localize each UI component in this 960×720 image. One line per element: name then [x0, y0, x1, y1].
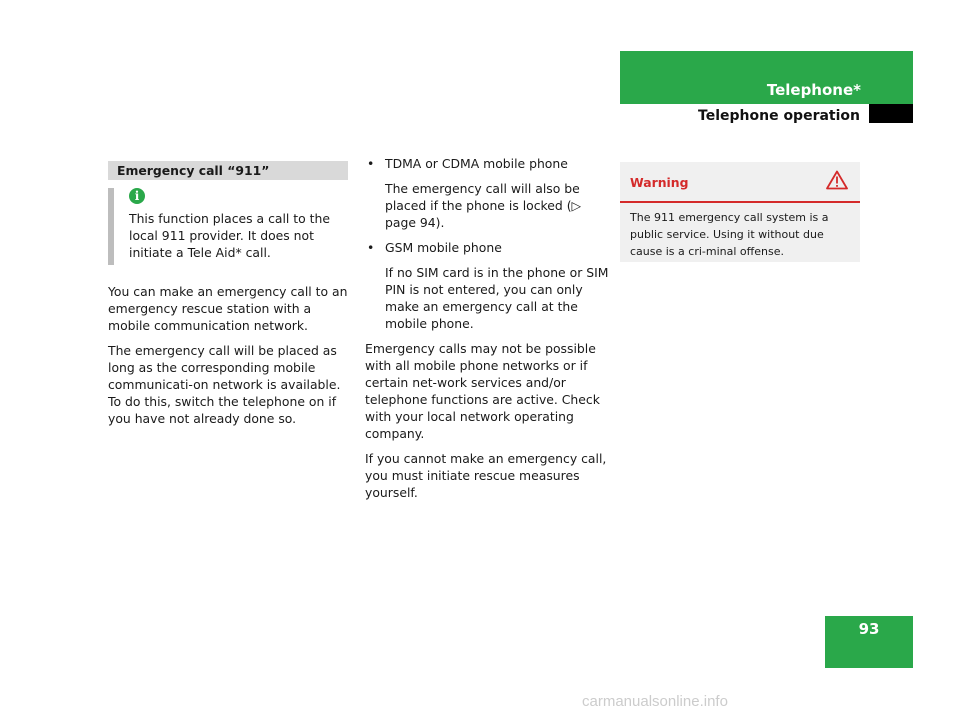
bullet-dot: •	[367, 156, 375, 171]
paragraph: If you cannot make an emergency call, you must initiate rescue measures yourself.	[365, 451, 607, 500]
column-left	[108, 161, 348, 435]
footer-watermark: carmanualsonline.info	[582, 693, 728, 710]
info-note	[108, 188, 348, 265]
warning-label: Warning	[630, 175, 689, 190]
bullet-description: The emergency call will also be placed if the phone is locked (▷ page 94).	[385, 181, 582, 230]
page-number: 93	[858, 620, 880, 638]
section-title: Telephone operation	[698, 108, 860, 124]
bullet-dot: •	[367, 240, 375, 255]
column-left-body	[108, 283, 348, 427]
bullet-label: GSM mobile phone	[385, 240, 502, 255]
info-text: This function places a call to the local 911 provider. It does not initiate a Tele Aid* call.	[129, 211, 331, 260]
warning-triangle-icon	[826, 170, 848, 190]
info-icon: i	[129, 188, 145, 204]
bullet-label: TDMA or CDMA mobile phone	[385, 156, 568, 171]
chapter-header	[620, 51, 913, 104]
column-middle	[365, 155, 610, 509]
page-number-box	[825, 616, 913, 668]
bullet-gsm	[365, 239, 610, 256]
section-tab-marker	[869, 104, 913, 123]
paragraph: The emergency call will be placed as long as the corresponding mobile communicati-on network is available. To do this, switch the telephone on if you have not already done so.	[108, 343, 341, 426]
bullet-description: If no SIM card is in the phone or SIM PIN is not entered, you can only make an emergency call at the mobile phone.	[385, 265, 609, 331]
warning-text: The 911 emergency call system is a public service. Using it without due cause is a cri-minal offense.	[630, 211, 829, 258]
emergency-call-heading: Emergency call “911”	[108, 161, 348, 180]
bullet-tdma-cdma	[365, 155, 610, 172]
paragraph: You can make an emergency call to an emergency rescue station with a mobile communication network.	[108, 284, 348, 333]
warning-box	[620, 162, 860, 262]
paragraph: Emergency calls may not be possible with all mobile phone networks or if certain net-work services and/or telephone functions are active. Check with your local network operating company.	[365, 341, 600, 441]
chapter-title: Telephone*	[766, 81, 861, 99]
warning-header	[620, 162, 860, 203]
